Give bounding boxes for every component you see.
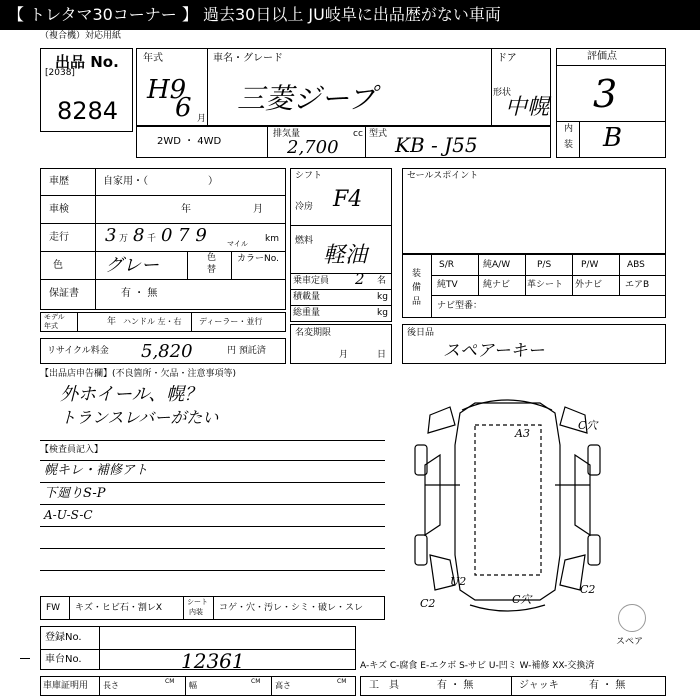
damage-mark-c-top: C穴	[578, 419, 598, 432]
chassis-label: 車台No.	[45, 654, 82, 665]
model-code-value: KB - J55	[395, 133, 478, 157]
color-no-label: カラーNo.	[237, 254, 279, 264]
equipment-item: S/R	[439, 260, 454, 270]
gross-unit: kg	[377, 308, 388, 318]
jack-label: ジャッキ	[519, 680, 559, 691]
damage-mark-a3: A3	[515, 427, 530, 440]
rear-items-box	[402, 324, 666, 364]
navi-label: ナビ型番：	[437, 301, 483, 311]
registration-box	[40, 626, 356, 673]
mileage-rest: 0 7 9	[161, 225, 207, 246]
equipment-item: 純TV	[437, 280, 458, 290]
condition-label: FW	[46, 603, 61, 613]
condition-text: キズ・ヒビ石・割レX	[75, 603, 162, 613]
color-change-1: 色	[207, 253, 217, 263]
fuel-label: 燃料	[295, 236, 314, 246]
shift-value: F4	[333, 187, 363, 212]
shape-label: 形状	[493, 88, 512, 98]
recycle-unit: 円 預託済	[227, 346, 266, 356]
displacement-label: 排気量	[273, 129, 301, 139]
recycle-box	[40, 338, 286, 364]
spec-row	[136, 126, 551, 158]
door-label: ドア	[497, 53, 517, 64]
year-value: H9	[147, 75, 187, 105]
history-label: 車歴	[49, 176, 69, 187]
cert-length: 長さ	[103, 681, 119, 690]
displacement-value: 2,700	[287, 137, 339, 158]
condition-sheet-1: シート	[187, 598, 208, 606]
jack-options: 有 ・ 無	[589, 680, 626, 691]
interior-label-2: 装	[564, 140, 574, 150]
vehicle-details-box	[40, 168, 286, 310]
lot-box	[40, 48, 133, 132]
page-banner: 【 トレタマ30コーナー 】 過去30日以上 JU岐阜に出品歴がない車両	[0, 0, 700, 30]
car-name-label: 車名・グレード	[213, 53, 283, 64]
score-label: 評価点	[587, 51, 617, 62]
recycle-value: 5,820	[141, 341, 193, 362]
reg-change-day: 日	[377, 350, 387, 360]
inspector-label: 【検査員記入】	[40, 445, 104, 455]
rear-items-label: 後日品	[407, 328, 435, 338]
damage-mark-u2: U2	[450, 575, 467, 588]
equipment-item: 純A/W	[483, 260, 511, 270]
lot-label: 出品 No.	[55, 53, 119, 71]
sub-header: （複合機）対応用紙	[40, 31, 122, 41]
notes-line-1: 外ホイール、幌？	[60, 384, 203, 405]
capacity-value: 2	[355, 270, 365, 288]
vehicle-header-box	[136, 48, 551, 126]
shape-value: 中幌	[505, 95, 550, 120]
damage-mark-c2-right: C2	[580, 583, 596, 596]
sales-point-box	[402, 168, 666, 254]
lot-tag: [2038]	[45, 68, 75, 78]
tools-jack-row	[360, 676, 666, 696]
tools-label: 工 具	[369, 680, 399, 691]
spare-label: スペア	[616, 637, 644, 647]
notes-line-2: トランスレバーがたい	[60, 408, 219, 427]
capacity-unit: 名	[377, 276, 387, 286]
model-year-label-2: 年式	[44, 322, 58, 330]
model-year-unit: 年	[107, 317, 117, 327]
garage-cert-label: 車庫証明用	[43, 681, 89, 691]
mileage-km-label: km	[265, 234, 279, 244]
handle-options: ハンドル 左・右	[123, 317, 182, 326]
damage-mark-c-bottom: C穴	[512, 593, 532, 606]
cert-width: 幅	[189, 681, 197, 690]
mechanical-box	[290, 168, 392, 322]
history-options: 自家用・（ ）	[103, 176, 218, 187]
load-label: 積載量	[293, 292, 321, 302]
chassis-value: 12361	[181, 649, 245, 673]
month-unit: 月	[197, 114, 207, 124]
interior-value: B	[603, 123, 623, 153]
model-code-label: 型式	[369, 129, 388, 139]
reg-change-month: 月	[339, 350, 349, 360]
load-unit: kg	[377, 292, 388, 302]
notes-label: 【出品店申告欄】(不良箇所・欠品・注意事項等)	[40, 369, 237, 379]
condition-row	[40, 596, 385, 620]
inspection-year-unit: 年	[181, 204, 191, 215]
shift-label: シフト	[295, 171, 323, 181]
equipment-item: エアB	[625, 280, 650, 290]
inspector-line-1: 幌キレ・補修アト	[44, 463, 148, 478]
score-box	[556, 48, 666, 158]
car-name-value: 三菱ジープ	[237, 82, 376, 115]
recycle-label: リサイクル料金	[47, 346, 109, 356]
warranty-label: 保証書	[49, 288, 79, 299]
equipment-box	[402, 254, 666, 318]
dealer-options: ディーラー・並行	[199, 317, 263, 326]
ac-label: 冷房	[295, 202, 314, 212]
color-label: 色	[53, 260, 63, 271]
inspection-label: 車検	[49, 204, 69, 215]
condition-text-2: コゲ・穴・汚レ・シミ・破レ・スレ	[219, 603, 364, 613]
equipment-item: ABS	[627, 260, 645, 270]
equipment-item: 革シート	[527, 280, 564, 290]
equipment-item: P/W	[581, 260, 599, 270]
score-value: 3	[593, 72, 618, 116]
gross-label: 総重量	[293, 308, 321, 318]
inspection-month-unit: 月	[253, 204, 263, 215]
displacement-unit: cc	[353, 129, 363, 139]
reg-change-box	[290, 324, 392, 364]
mileage-mile-label: マイル	[227, 240, 248, 248]
registration-label: 登録No.	[45, 632, 82, 643]
capacity-label: 乗車定員	[293, 276, 330, 286]
equipment-item: P/S	[537, 260, 552, 270]
model-year-row	[40, 312, 286, 332]
inspector-line-3: A-U-S-C	[44, 508, 93, 522]
model-year-label-1: モデル	[44, 313, 65, 321]
mileage-sen: 8	[133, 225, 145, 246]
color-change-2: 替	[207, 265, 217, 275]
tools-options: 有 ・ 無	[437, 680, 474, 691]
reg-change-label: 名変期限	[295, 328, 332, 338]
warranty-options: 有 ・ 無	[121, 288, 158, 299]
equipment-item: 純ナビ	[483, 280, 511, 290]
mileage-label: 走行	[49, 232, 69, 243]
equipment-item: 外ナビ	[575, 280, 603, 290]
damage-legend: A-キズ C-腐食 E-エクボ S-サビ U-凹ミ W-補修 XX-交換済	[360, 661, 595, 671]
garage-cert-row	[40, 676, 356, 696]
lot-number: 8284	[57, 97, 119, 125]
mileage-sen-unit: 千	[147, 234, 157, 244]
drive-options: 2WD ・ 4WD	[157, 136, 222, 147]
cert-width-unit: CM	[251, 678, 261, 685]
rear-items-value: スペアーキー	[443, 341, 545, 361]
damage-mark-c2-left: C2	[420, 597, 436, 610]
mileage-man-unit: 万	[119, 234, 129, 244]
equipment-label: 装備品	[412, 269, 422, 307]
fuel-value: 軽油	[323, 243, 368, 268]
cert-height: 高さ	[275, 681, 291, 690]
year-month: 6	[175, 93, 192, 123]
interior-label-1: 内	[564, 124, 574, 134]
inspector-line-2: 下廻りS-P	[44, 486, 106, 501]
car-damage-diagram	[400, 385, 615, 620]
cert-length-unit: CM	[165, 678, 175, 685]
sales-point-label: セールスポイント	[407, 171, 479, 181]
color-value: グレー	[105, 255, 159, 276]
spare-tire-icon	[618, 604, 646, 632]
year-label: 年式	[143, 53, 163, 64]
condition-sheet-2: 内装	[189, 608, 203, 616]
mileage-man: 3	[105, 225, 117, 246]
cert-height-unit: CM	[337, 678, 347, 685]
